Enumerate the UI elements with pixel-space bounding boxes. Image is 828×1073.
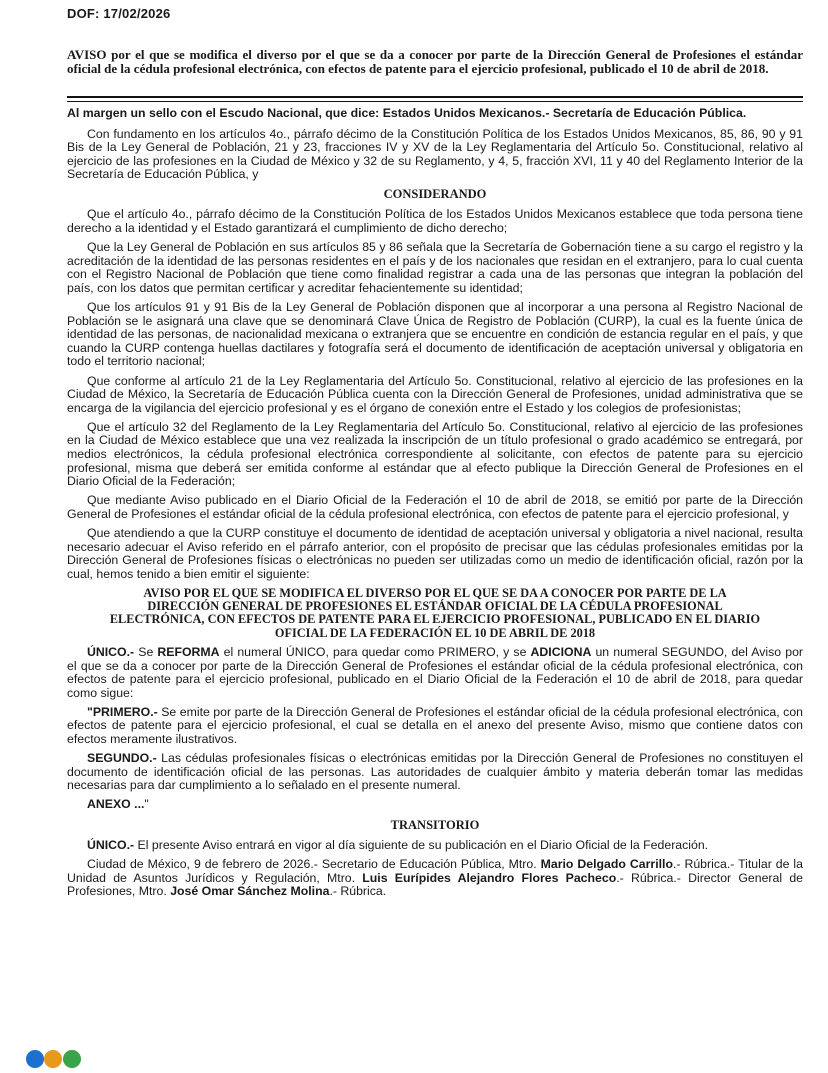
anexo-close-quote: " [144,797,149,812]
considerando-paragraph: Que los artículos 91 y 91 Bis de la Ley General de Población disponen que al incorporar a una persona al Registro Nacional de Población se le asignará una clave que se denominará Clave Única de Registro de Población (CURP), la cual es la fuente única de identidad de las personas, de nacionalidad mexicana o extranjera que se encuentre en condición de estancia regular en el país, y que cuando la CURP contenga huellas dactilares y fotografía será el documento de identificación de aceptación universal y obligatoria en todo el territorio nacional; [67,300,803,369]
signature-text: .- Rúbrica.- Titular de la Unidad de Asuntos Jurídicos y Regulación, Mtro. [67,857,803,885]
reforma-keyword: REFORMA [157,645,220,659]
transitorio-label: ÚNICO.- [87,838,135,853]
transitorio-article [67,839,803,853]
primero-article [67,706,803,747]
anexo-label: ANEXO ... [87,797,145,812]
segundo-label: SEGUNDO.- [87,751,157,766]
considerando-heading: CONSIDERANDO [383,187,487,202]
anexo-line [67,798,803,812]
considerando-paragraph: Que atendiendo a que la CURP constituye el documento de identidad de aceptación universal y obligatoria a nivel nacional, resulta necesario adecuar el Aviso referido en el párrafo anterior, con el propósito de precisar que las cédulas profesionales emitidas por la Dirección General de Profesiones físicas o electrónicas no pueden ser utilizadas como un medio de identificación oficial, razón por la cual, hemos tenido a bien emitir el siguiente: [67,525,803,581]
signer-name: José Omar Sánchez Molina [170,884,330,899]
unico-text: el numeral ÚNICO, para quedar como PRIMERO, y se [219,645,531,659]
considerando-paragraph: Que el artículo 4o., párrafo décimo de la Constitución Política de los Estados Unidos Mexicanos establece que toda persona tiene derecho a la identidad y el Estado garantizará el cumplimiento de dicho derecho; [67,207,803,236]
signature-text: .- Rúbrica. [329,884,387,899]
unico-text: un numeral SEGUNDO, del Aviso por el que se da a conocer por parte de la Dirección General de Profesiones el estándar oficial de la cédula profesional electrónica, con efectos de patente para el ejercicio profesional, publicado en el Diario Oficial de la Federación el 10 de abril de 2018, para quedar como sigue: [67,645,803,700]
green-circle-icon [63,1050,81,1068]
signer-name: Luis Eurípides Alejandro Flores Pacheco [362,870,617,885]
dof-date: DOF: 17/02/2026 [67,6,171,21]
signature-block [67,858,803,899]
unico-label: ÚNICO.- [87,645,135,659]
orange-circle-icon [44,1050,62,1068]
transitorio-text: El presente Aviso entrará en vigor al día siguiente de su publicación en el Diario Oficial de la Federación. [134,838,709,853]
considerando-paragraph: Que conforme al artículo 21 de la Ley Reglamentaria del Artículo 5o. Constitucional, relativo al ejercicio de las profesiones en la Ciudad de México, la Secretaría de Educación Pública cuenta con la Dirección General de Profesiones, unidad administrativa que se encarga de la vigilancia del ejercicio profesional y es el órgano de conexión entre el Estado y los colegios de profesionistas; [67,373,803,415]
blue-circle-icon [26,1050,44,1068]
footer-logos [26,1050,77,1062]
unico-article [67,646,803,700]
signature-text: .- Rúbrica.- Director General de Profesiones, Mtro. [67,870,803,899]
title-rule-thick [67,96,803,98]
primero-label: "PRIMERO.- [87,704,158,719]
segundo-text: Las cédulas profesionales físicas o electrónicas emitidas por la Dirección General de Profesiones no constituyen el documento de identificación oficial de las personas. Las autoridades de cualquier ámbito y materia deberán tomar las medidas necesarias para dar cumplimiento a lo señalado en el presente numeral. [67,751,803,793]
segundo-article [67,752,803,793]
transitorio-heading: TRANSITORIO [390,818,480,833]
aviso-title: AVISO por el que se modifica el diverso por el que se da a conocer por parte de la Dirección General de Profesiones el estándar oficial de la cédula profesional electrónica, con efectos de patente para el ejercicio profesional, publicado el 10 de abril de 2018. [67,47,803,77]
considerando-paragraph: Que la Ley General de Población en sus artículos 85 y 86 señala que la Secretaría de Gobernación tiene a su cargo el registro y la acreditación de la identidad de las personas residentes en el país y de los nacionales que residan en el extranjero, para lo cual cuenta con el Registro Nacional de Población que tiene como finalidad registrar a cada una de las personas que integran la población del país, con los datos que permitan certificar y acreditar fehacientemente su identidad; [67,240,803,295]
signature-text: Ciudad de México, 9 de febrero de 2026.- Secretario de Educación Pública, Mtro. [87,857,541,872]
adiciona-keyword: ADICIONA [530,645,592,659]
primero-text: Se emite por parte de la Dirección General de Profesiones el estándar oficial de la cédula profesional electrónica, con efectos de patente para el ejercicio profesional, el cual se detalla en el anexo del presente Aviso, mismo que contiene datos con efectos meramente ilustrativos. [67,704,803,747]
preamble: Con fundamento en los artículos 4o., párrafo décimo de la Constitución Política de los Estados Unidos Mexicanos, 85, 86, 90 y 91 Bis de la Ley General de Población, 21 y 23, fracciones IV y XV de la Ley Reglamentaria del Artículo 5o. Constitucional, relativo al ejercicio de las profesiones en la Ciudad de México y 32 de su Reglamento, y 4, 5, fracción XVI, 11 y 40 del Reglamento Interior de la Secretaría de Educación Pública, y [67,126,803,182]
title-rule-thin [67,101,803,102]
signer-name: Mario Delgado Carrillo [540,857,673,872]
document-body [67,107,803,904]
considerando-paragraph: Que el artículo 32 del Reglamento de la Ley Reglamentaria del Artículo 5o. Constitucional, relativo al ejercicio de las profesiones en la Ciudad de México establece que una vez realizada la inscripción de un título profesional o grado académico se entregará, por medios electrónicos, la cédula profesional electrónica correspondiente al solicitante, con efectos de patente para su ejercicio profesional, misma que deberá ser emitida conforme al estándar que al efecto publique la Dirección General de Profesiones en el Diario Oficial de la Federación; [67,419,803,489]
unico-text: Se [134,645,158,659]
decree-title: AVISO POR EL QUE SE MODIFICA EL DIVERSO POR EL QUE SE DA A CONOCER POR PARTE DE LA DIRECCIÓN GENERAL DE PROFESIONES EL ESTÁNDAR OFICIAL DE LA CÉDULA PROFESIONAL ELECTRÓNICA, CON EFECTOS DE PATENTE PARA EL EJERCICIO PROFESIONAL, PUBLICADO EN EL DIARIO OFICIAL DE LA FEDERACIÓN EL 10 DE ABRIL DE 2018 [109,585,761,640]
margin-note: Al margen un sello con el Escudo Nacional, que dice: Estados Unidos Mexicanos.- Secretaría de Educación Pública. [67,106,747,120]
considerando-paragraph: Que mediante Aviso publicado en el Diario Oficial de la Federación el 10 de abril de 2018, se emitió por parte de la Dirección General de Profesiones el estándar oficial de la cédula profesional electrónica, con efectos de patente para el ejercicio profesional, y [67,493,803,521]
